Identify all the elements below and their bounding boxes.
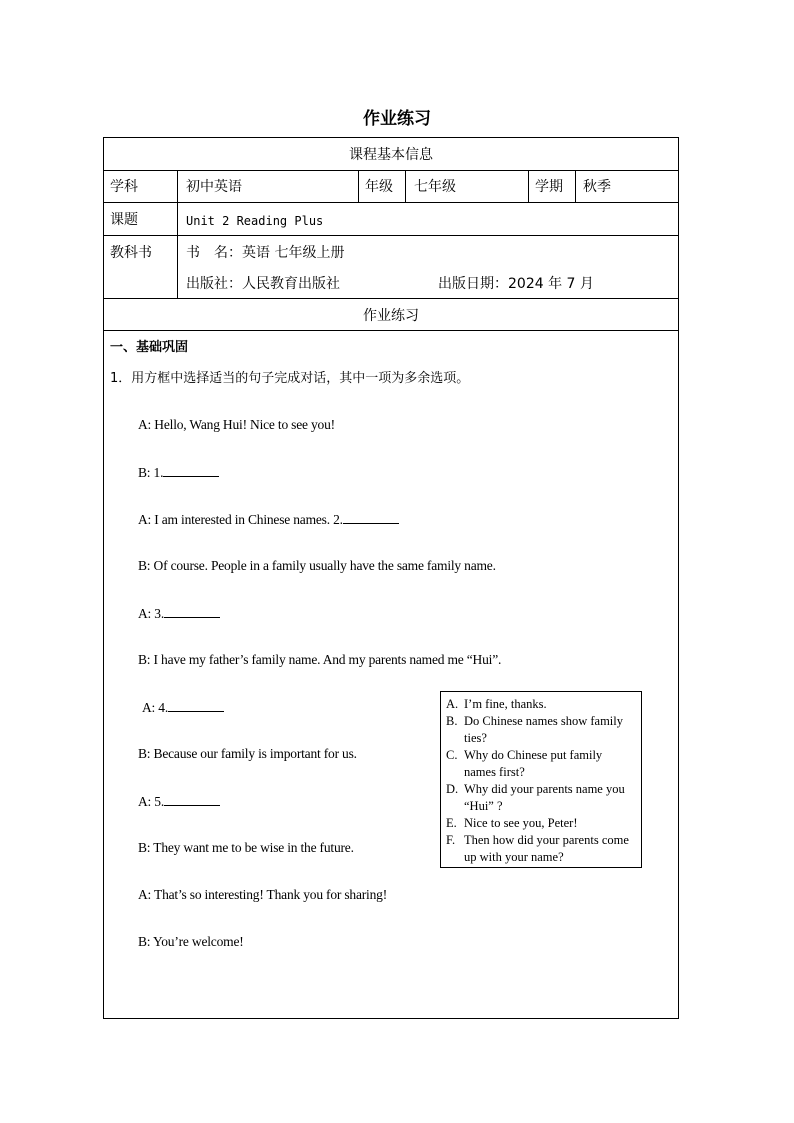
answer-blank-4[interactable]: [168, 699, 224, 712]
worksheet-table: [103, 137, 679, 1019]
topic-value: Unit 2 Reading Plus: [186, 214, 324, 228]
dialogue-line: A: 3.: [138, 605, 220, 622]
term-label: 学期: [535, 179, 563, 195]
dialogue-line: A: Hello, Wang Hui! Nice to see you!: [138, 417, 335, 432]
grade-label: 年级: [365, 179, 393, 195]
dialogue-line: A: 4.: [142, 699, 224, 716]
dialogue-line: B: Because our family is important for us.: [138, 746, 357, 761]
question-instruction: 1．用方框中选择适当的句子完成对话，其中一项为多余选项。: [110, 371, 470, 386]
section-heading: 一、基础巩固: [110, 340, 189, 355]
option-item: C. Why do Chinese put family names first?: [446, 748, 603, 779]
dialogue-line: B: I have my father’s family name. And my parents named me “Hui”.: [138, 652, 502, 667]
publish-date: 出版日期：2024 年 7 月: [438, 276, 594, 292]
dialogue-line: A: That’s so interesting! Thank you for sharing!: [138, 887, 387, 902]
dialogue-line: B: They want me to be wise in the future.: [138, 840, 354, 855]
table-divider: [104, 298, 678, 299]
page-title: 作业练习: [363, 109, 431, 129]
table-divider: [104, 170, 678, 171]
dialogue-line: B: You’re welcome!: [138, 934, 244, 949]
option-item: A. I’m fine, thanks.: [446, 697, 547, 711]
table-divider: [177, 170, 178, 298]
subject-value: 初中英语: [186, 179, 242, 195]
answer-blank-1[interactable]: [163, 464, 219, 477]
table-divider: [358, 170, 359, 202]
option-item: E. Nice to see you, Peter!: [446, 816, 578, 830]
grade-value: 七年级: [414, 179, 456, 195]
answer-blank-2[interactable]: [343, 511, 399, 524]
dialogue-line: A: 5.: [138, 793, 220, 810]
table-divider: [104, 202, 678, 203]
option-item: B. Do Chinese names show family ties?: [446, 714, 624, 745]
dialogue-line: B: Of course. People in a family usually have the same family name.: [138, 558, 496, 573]
option-item: F. Then how did your parents come up with your name?: [446, 833, 629, 864]
book-name: 书 名：英语 七年级上册: [186, 245, 345, 261]
table-divider: [104, 235, 678, 236]
dialogue-line: A: I am interested in Chinese names. 2.: [138, 511, 399, 528]
dialogue-line: B: 1.: [138, 464, 219, 481]
exercise-header: 作业练习: [363, 308, 419, 324]
table-divider: [528, 170, 529, 202]
table-divider: [405, 170, 406, 202]
answer-blank-3[interactable]: [164, 605, 220, 618]
option-item: D. Why did your parents name you “Hui” ?: [446, 782, 625, 813]
options-box: [440, 691, 642, 868]
table-divider: [575, 170, 576, 202]
info-table-header: 课程基本信息: [349, 147, 433, 163]
publisher: 出版社：人民教育出版社: [186, 276, 340, 292]
textbook-label: 教科书: [110, 245, 152, 261]
term-value: 秋季: [583, 179, 611, 195]
topic-label: 课题: [110, 212, 138, 228]
subject-label: 学科: [110, 179, 138, 195]
table-divider: [104, 330, 678, 331]
answer-blank-5[interactable]: [164, 793, 220, 806]
